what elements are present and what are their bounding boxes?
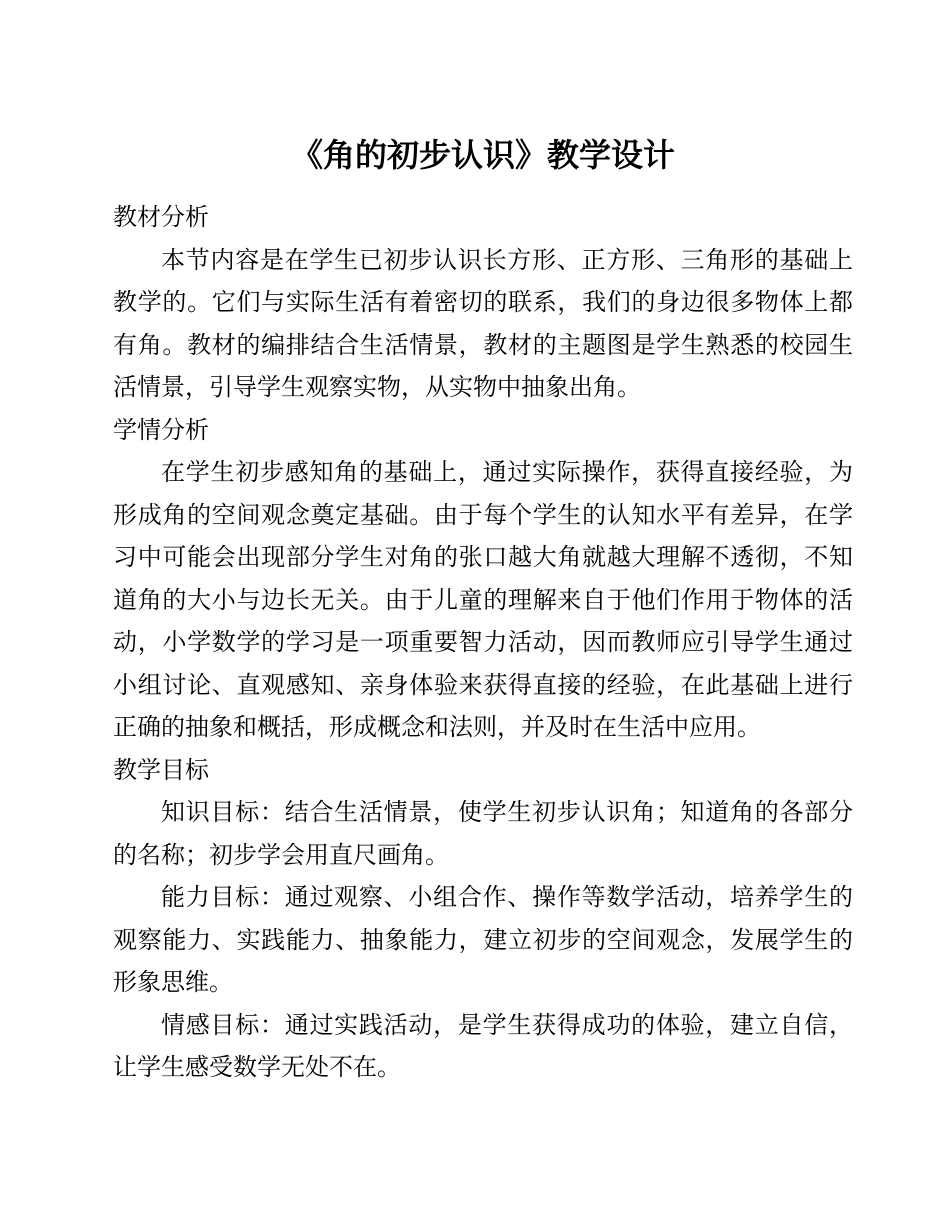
document-title: 《角的初步认识》教学设计	[290, 136, 675, 175]
section-textbook-analysis	[113, 196, 853, 409]
section-teaching-goals	[113, 749, 853, 1089]
goal-emotion: 情感目标：通过实践活动，是学生获得成功的体验，建立自信，让学生感受数学无处不在。	[113, 1010, 853, 1081]
document-body	[113, 196, 853, 1089]
goal-ability: 能力目标：通过观察、小组合作、操作等数学活动，培养学生的观察能力、实践能力、抽象能力，建立初步的空间观念，发展学生的形象思维。	[113, 883, 853, 996]
section-heading: 学情分析	[113, 415, 209, 444]
goal-knowledge: 知识目标：结合生活情景，使学生初步认识角；知道角的各部分的名称；初步学会用直尺画角。	[113, 798, 853, 869]
section-paragraph: 在学生初步感知角的基础上，通过实际操作，获得直接经验，为形成角的空间观念奠定基础。由于每个学生的认知水平有差异，在学习中可能会出现部分学生对角的张口越大角就越大理解不透彻，不知道角的大小与边长无关。由于儿童的理解来自于他们作用于物体的活动，小学数学的学习是一项重要智力活动，因而教师应引导学生通过小组讨论、直观感知、亲身体验来获得直接的经验，在此基础上进行正确的抽象和概括，形成概念和法则，并及时在生活中应用。	[113, 458, 853, 741]
section-heading: 教材分析	[113, 203, 209, 231]
section-paragraph: 本节内容是在学生已初步认识长方形、正方形、三角形的基础上教学的。它们与实际生活有着密切的联系，我们的身边很多物体上都有角。教材的编排结合生活情景，教材的主题图是学生熟悉的校园生活情景，引导学生观察实物，从实物中抽象出角。	[113, 245, 853, 401]
section-heading: 教学目标	[113, 755, 209, 784]
section-student-analysis	[113, 409, 853, 749]
